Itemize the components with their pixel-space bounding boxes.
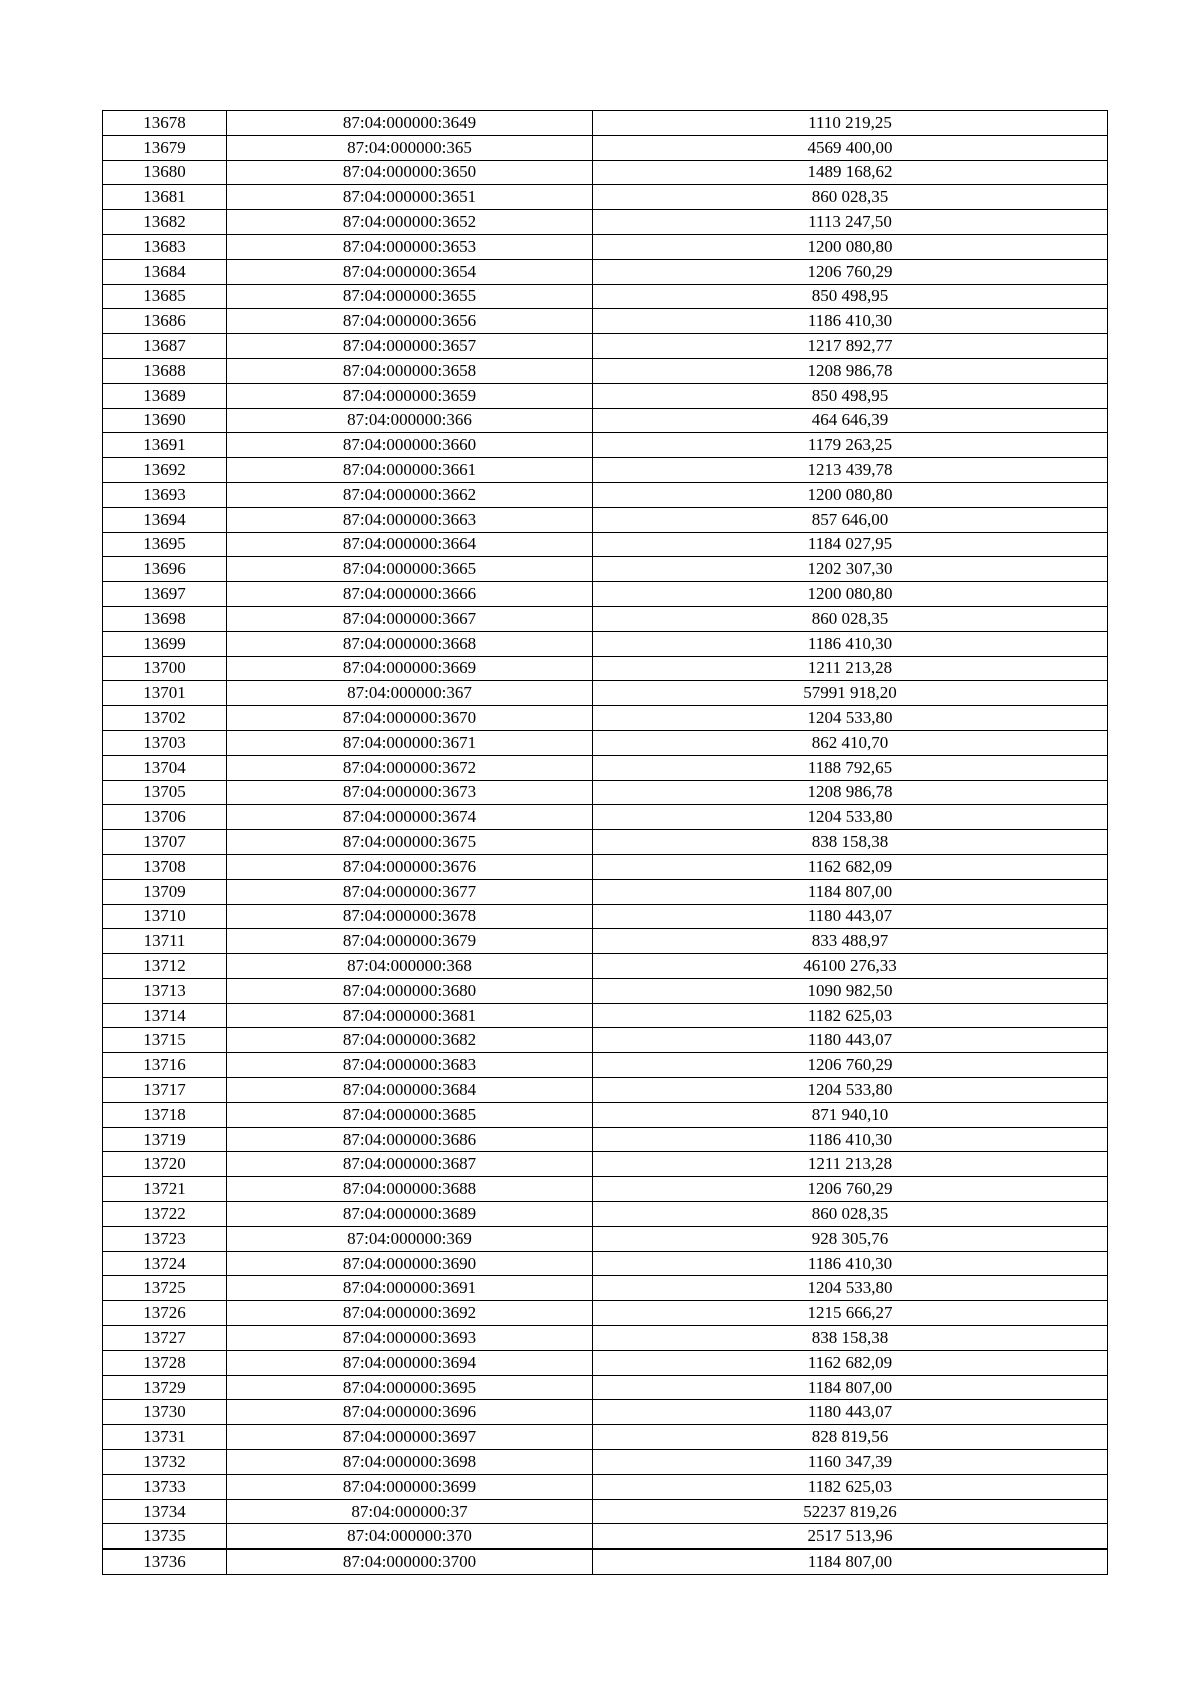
cadastral-value-cell: 2517 513,96: [593, 1524, 1108, 1549]
table-row: [103, 879, 1108, 904]
table-row: [103, 1102, 1108, 1127]
table-row: [103, 532, 1108, 557]
row-number-cell: 13690: [103, 408, 227, 433]
row-number-cell: 13700: [103, 656, 227, 681]
cadastral-value-cell: 857 646,00: [593, 507, 1108, 532]
table-row: [103, 1276, 1108, 1301]
table-row: [103, 234, 1108, 259]
cadastral-number-cell: 87:04:000000:3664: [227, 532, 593, 557]
cadastral-value-cell: 1160 347,39: [593, 1450, 1108, 1475]
cadastral-number-cell: 87:04:000000:3698: [227, 1450, 593, 1475]
table-row: [103, 681, 1108, 706]
cadastral-value-cell: 1211 213,28: [593, 1152, 1108, 1177]
table-row: [103, 755, 1108, 780]
row-number-cell: 13706: [103, 805, 227, 830]
cadastral-value-cell: 1184 807,00: [593, 1549, 1108, 1574]
row-number-cell: 13733: [103, 1474, 227, 1499]
table-row: [103, 1474, 1108, 1499]
table-row: [103, 309, 1108, 334]
row-number-cell: 13694: [103, 507, 227, 532]
table-row: [103, 1251, 1108, 1276]
cadastral-number-cell: 87:04:000000:3687: [227, 1152, 593, 1177]
cadastral-number-cell: 87:04:000000:3652: [227, 210, 593, 235]
row-number-cell: 13687: [103, 334, 227, 359]
row-number-cell: 13702: [103, 706, 227, 731]
cadastral-number-cell: 87:04:000000:3671: [227, 730, 593, 755]
row-number-cell: 13691: [103, 433, 227, 458]
table-row: [103, 557, 1108, 582]
table-row: [103, 978, 1108, 1003]
table-row: [103, 1350, 1108, 1375]
cadastral-number-cell: 87:04:000000:3700: [227, 1549, 593, 1574]
cadastral-number-cell: 87:04:000000:3649: [227, 111, 593, 136]
table-row: [103, 582, 1108, 607]
table-row: [103, 830, 1108, 855]
row-number-cell: 13685: [103, 284, 227, 309]
cadastral-number-cell: 87:04:000000:3685: [227, 1102, 593, 1127]
table-row: [103, 383, 1108, 408]
row-number-cell: 13711: [103, 929, 227, 954]
row-number-cell: 13693: [103, 482, 227, 507]
cadastral-value-cell: 1186 410,30: [593, 1127, 1108, 1152]
table-body: [103, 111, 1108, 1575]
table-row: [103, 1499, 1108, 1524]
row-number-cell: 13718: [103, 1102, 227, 1127]
row-number-cell: 13727: [103, 1326, 227, 1351]
row-number-cell: 13729: [103, 1375, 227, 1400]
cadastral-number-cell: 87:04:000000:3699: [227, 1474, 593, 1499]
table-row: [103, 1078, 1108, 1103]
cadastral-value-table: [102, 110, 1108, 1575]
cadastral-value-cell: 850 498,95: [593, 284, 1108, 309]
cadastral-number-cell: 87:04:000000:3695: [227, 1375, 593, 1400]
cadastral-value-cell: 1211 213,28: [593, 656, 1108, 681]
table-row: [103, 1053, 1108, 1078]
table-row: [103, 1152, 1108, 1177]
cadastral-number-cell: 87:04:000000:3662: [227, 482, 593, 507]
cadastral-value-cell: 1186 410,30: [593, 631, 1108, 656]
cadastral-number-cell: 87:04:000000:367: [227, 681, 593, 706]
cadastral-number-cell: 87:04:000000:3661: [227, 458, 593, 483]
table-row: [103, 284, 1108, 309]
table-row: [103, 1028, 1108, 1053]
cadastral-value-cell: 1162 682,09: [593, 854, 1108, 879]
cadastral-number-cell: 87:04:000000:3678: [227, 904, 593, 929]
row-number-cell: 13726: [103, 1301, 227, 1326]
cadastral-value-cell: 57991 918,20: [593, 681, 1108, 706]
row-number-cell: 13682: [103, 210, 227, 235]
row-number-cell: 13703: [103, 730, 227, 755]
table-row: [103, 433, 1108, 458]
cadastral-value-cell: 1200 080,80: [593, 234, 1108, 259]
row-number-cell: 13730: [103, 1400, 227, 1425]
table-row: [103, 656, 1108, 681]
table-row: [103, 458, 1108, 483]
cadastral-number-cell: 87:04:000000:3689: [227, 1202, 593, 1227]
table-row: [103, 482, 1108, 507]
cadastral-value-cell: 1204 533,80: [593, 805, 1108, 830]
row-number-cell: 13698: [103, 606, 227, 631]
table-row: [103, 706, 1108, 731]
row-number-cell: 13731: [103, 1425, 227, 1450]
cadastral-number-cell: 87:04:000000:3673: [227, 780, 593, 805]
row-number-cell: 13723: [103, 1226, 227, 1251]
cadastral-number-cell: 87:04:000000:3693: [227, 1326, 593, 1351]
row-number-cell: 13681: [103, 185, 227, 210]
row-number-cell: 13704: [103, 755, 227, 780]
row-number-cell: 13696: [103, 557, 227, 582]
cadastral-value-cell: 1204 533,80: [593, 1078, 1108, 1103]
cadastral-number-cell: 87:04:000000:3654: [227, 259, 593, 284]
cadastral-number-cell: 87:04:000000:3679: [227, 929, 593, 954]
cadastral-number-cell: 87:04:000000:3670: [227, 706, 593, 731]
cadastral-number-cell: 87:04:000000:3659: [227, 383, 593, 408]
cadastral-value-cell: 1182 625,03: [593, 1474, 1108, 1499]
table-row: [103, 210, 1108, 235]
cadastral-value-cell: 1188 792,65: [593, 755, 1108, 780]
row-number-cell: 13701: [103, 681, 227, 706]
row-number-cell: 13688: [103, 358, 227, 383]
cadastral-value-cell: 1208 986,78: [593, 358, 1108, 383]
cadastral-value-cell: 1215 666,27: [593, 1301, 1108, 1326]
cadastral-number-cell: 87:04:000000:3651: [227, 185, 593, 210]
row-number-cell: 13709: [103, 879, 227, 904]
row-number-cell: 13732: [103, 1450, 227, 1475]
cadastral-value-cell: 1206 760,29: [593, 259, 1108, 284]
row-number-cell: 13717: [103, 1078, 227, 1103]
table-row: [103, 1226, 1108, 1251]
cadastral-value-cell: 1180 443,07: [593, 1028, 1108, 1053]
table-row: [103, 1177, 1108, 1202]
cadastral-number-cell: 87:04:000000:3676: [227, 854, 593, 879]
cadastral-number-cell: 87:04:000000:3658: [227, 358, 593, 383]
cadastral-value-cell: 838 158,38: [593, 830, 1108, 855]
row-number-cell: 13719: [103, 1127, 227, 1152]
cadastral-value-cell: 464 646,39: [593, 408, 1108, 433]
table-row: [103, 1326, 1108, 1351]
cadastral-number-cell: 87:04:000000:3688: [227, 1177, 593, 1202]
table-row: [103, 334, 1108, 359]
cadastral-number-cell: 87:04:000000:368: [227, 954, 593, 979]
table-row: [103, 1524, 1108, 1549]
cadastral-value-cell: 1162 682,09: [593, 1350, 1108, 1375]
cadastral-value-cell: 1180 443,07: [593, 1400, 1108, 1425]
table-row: [103, 1301, 1108, 1326]
cadastral-value-cell: 52237 819,26: [593, 1499, 1108, 1524]
row-number-cell: 13710: [103, 904, 227, 929]
cadastral-number-cell: 87:04:000000:37: [227, 1499, 593, 1524]
table-row: [103, 358, 1108, 383]
table-row: [103, 408, 1108, 433]
cadastral-value-cell: 1217 892,77: [593, 334, 1108, 359]
cadastral-number-cell: 87:04:000000:3660: [227, 433, 593, 458]
row-number-cell: 13678: [103, 111, 227, 136]
cadastral-value-cell: 1202 307,30: [593, 557, 1108, 582]
table-row: [103, 1425, 1108, 1450]
cadastral-number-cell: 87:04:000000:3668: [227, 631, 593, 656]
cadastral-value-cell: 860 028,35: [593, 185, 1108, 210]
cadastral-value-cell: 862 410,70: [593, 730, 1108, 755]
cadastral-value-cell: 928 305,76: [593, 1226, 1108, 1251]
table-row: [103, 730, 1108, 755]
cadastral-number-cell: 87:04:000000:3663: [227, 507, 593, 532]
cadastral-value-cell: 1204 533,80: [593, 706, 1108, 731]
cadastral-value-cell: 1182 625,03: [593, 1003, 1108, 1028]
cadastral-number-cell: 87:04:000000:3650: [227, 160, 593, 185]
cadastral-number-cell: 87:04:000000:3657: [227, 334, 593, 359]
cadastral-number-cell: 87:04:000000:3683: [227, 1053, 593, 1078]
table-row: [103, 954, 1108, 979]
table-row: [103, 1003, 1108, 1028]
cadastral-value-cell: 1208 986,78: [593, 780, 1108, 805]
row-number-cell: 13720: [103, 1152, 227, 1177]
cadastral-value-cell: 1186 410,30: [593, 1251, 1108, 1276]
row-number-cell: 13735: [103, 1524, 227, 1549]
table-row: [103, 780, 1108, 805]
cadastral-value-cell: 1184 027,95: [593, 532, 1108, 557]
cadastral-value-cell: 1200 080,80: [593, 582, 1108, 607]
table-row: [103, 135, 1108, 160]
row-number-cell: 13680: [103, 160, 227, 185]
cadastral-number-cell: 87:04:000000:3692: [227, 1301, 593, 1326]
cadastral-value-cell: 46100 276,33: [593, 954, 1108, 979]
table-row: [103, 185, 1108, 210]
table-row: [103, 160, 1108, 185]
cadastral-number-cell: 87:04:000000:3684: [227, 1078, 593, 1103]
row-number-cell: 13724: [103, 1251, 227, 1276]
table-row: [103, 1127, 1108, 1152]
table-row: [103, 805, 1108, 830]
table-row: [103, 1450, 1108, 1475]
cadastral-value-cell: 828 819,56: [593, 1425, 1108, 1450]
row-number-cell: 13728: [103, 1350, 227, 1375]
cadastral-number-cell: 87:04:000000:3667: [227, 606, 593, 631]
cadastral-number-cell: 87:04:000000:3666: [227, 582, 593, 607]
row-number-cell: 13734: [103, 1499, 227, 1524]
cadastral-value-cell: 871 940,10: [593, 1102, 1108, 1127]
row-number-cell: 13707: [103, 830, 227, 855]
cadastral-value-cell: 1213 439,78: [593, 458, 1108, 483]
table-row: [103, 1549, 1108, 1574]
row-number-cell: 13708: [103, 854, 227, 879]
table-row: [103, 1202, 1108, 1227]
cadastral-number-cell: 87:04:000000:3677: [227, 879, 593, 904]
cadastral-value-cell: 1090 982,50: [593, 978, 1108, 1003]
cadastral-value-cell: 838 158,38: [593, 1326, 1108, 1351]
row-number-cell: 13679: [103, 135, 227, 160]
row-number-cell: 13715: [103, 1028, 227, 1053]
cadastral-number-cell: 87:04:000000:3665: [227, 557, 593, 582]
table-row: [103, 507, 1108, 532]
table-row: [103, 929, 1108, 954]
row-number-cell: 13736: [103, 1549, 227, 1574]
row-number-cell: 13725: [103, 1276, 227, 1301]
row-number-cell: 13689: [103, 383, 227, 408]
cadastral-number-cell: 87:04:000000:3655: [227, 284, 593, 309]
cadastral-value-cell: 1206 760,29: [593, 1177, 1108, 1202]
table-row: [103, 631, 1108, 656]
cadastral-number-cell: 87:04:000000:3696: [227, 1400, 593, 1425]
row-number-cell: 13697: [103, 582, 227, 607]
cadastral-number-cell: 87:04:000000:370: [227, 1524, 593, 1549]
cadastral-number-cell: 87:04:000000:3680: [227, 978, 593, 1003]
cadastral-value-cell: 1206 760,29: [593, 1053, 1108, 1078]
row-number-cell: 13699: [103, 631, 227, 656]
cadastral-number-cell: 87:04:000000:3686: [227, 1127, 593, 1152]
row-number-cell: 13721: [103, 1177, 227, 1202]
row-number-cell: 13695: [103, 532, 227, 557]
cadastral-number-cell: 87:04:000000:366: [227, 408, 593, 433]
row-number-cell: 13683: [103, 234, 227, 259]
cadastral-value-cell: 1184 807,00: [593, 879, 1108, 904]
cadastral-number-cell: 87:04:000000:3682: [227, 1028, 593, 1053]
table-row: [103, 606, 1108, 631]
row-number-cell: 13714: [103, 1003, 227, 1028]
cadastral-value-cell: 1179 263,25: [593, 433, 1108, 458]
cadastral-number-cell: 87:04:000000:3656: [227, 309, 593, 334]
cadastral-number-cell: 87:04:000000:3669: [227, 656, 593, 681]
cadastral-number-cell: 87:04:000000:3694: [227, 1350, 593, 1375]
table-row: [103, 904, 1108, 929]
cadastral-value-cell: 1186 410,30: [593, 309, 1108, 334]
cadastral-value-cell: 1489 168,62: [593, 160, 1108, 185]
row-number-cell: 13713: [103, 978, 227, 1003]
row-number-cell: 13684: [103, 259, 227, 284]
cadastral-number-cell: 87:04:000000:369: [227, 1226, 593, 1251]
cadastral-value-cell: 1180 443,07: [593, 904, 1108, 929]
table-row: [103, 1375, 1108, 1400]
cadastral-value-cell: 860 028,35: [593, 1202, 1108, 1227]
row-number-cell: 13716: [103, 1053, 227, 1078]
cadastral-value-cell: 1110 219,25: [593, 111, 1108, 136]
row-number-cell: 13692: [103, 458, 227, 483]
cadastral-number-cell: 87:04:000000:3672: [227, 755, 593, 780]
cadastral-number-cell: 87:04:000000:3691: [227, 1276, 593, 1301]
table-row: [103, 111, 1108, 136]
cadastral-number-cell: 87:04:000000:365: [227, 135, 593, 160]
cadastral-value-cell: 1204 533,80: [593, 1276, 1108, 1301]
cadastral-number-cell: 87:04:000000:3697: [227, 1425, 593, 1450]
cadastral-number-cell: 87:04:000000:3690: [227, 1251, 593, 1276]
cadastral-value-cell: 1113 247,50: [593, 210, 1108, 235]
cadastral-value-cell: 4569 400,00: [593, 135, 1108, 160]
cadastral-value-cell: 833 488,97: [593, 929, 1108, 954]
table-row: [103, 259, 1108, 284]
row-number-cell: 13722: [103, 1202, 227, 1227]
cadastral-number-cell: 87:04:000000:3675: [227, 830, 593, 855]
table-row: [103, 1400, 1108, 1425]
cadastral-value-cell: 860 028,35: [593, 606, 1108, 631]
cadastral-value-cell: 850 498,95: [593, 383, 1108, 408]
row-number-cell: 13712: [103, 954, 227, 979]
cadastral-number-cell: 87:04:000000:3674: [227, 805, 593, 830]
cadastral-value-cell: 1200 080,80: [593, 482, 1108, 507]
table-row: [103, 854, 1108, 879]
cadastral-number-cell: 87:04:000000:3653: [227, 234, 593, 259]
cadastral-value-cell: 1184 807,00: [593, 1375, 1108, 1400]
row-number-cell: 13686: [103, 309, 227, 334]
cadastral-number-cell: 87:04:000000:3681: [227, 1003, 593, 1028]
row-number-cell: 13705: [103, 780, 227, 805]
